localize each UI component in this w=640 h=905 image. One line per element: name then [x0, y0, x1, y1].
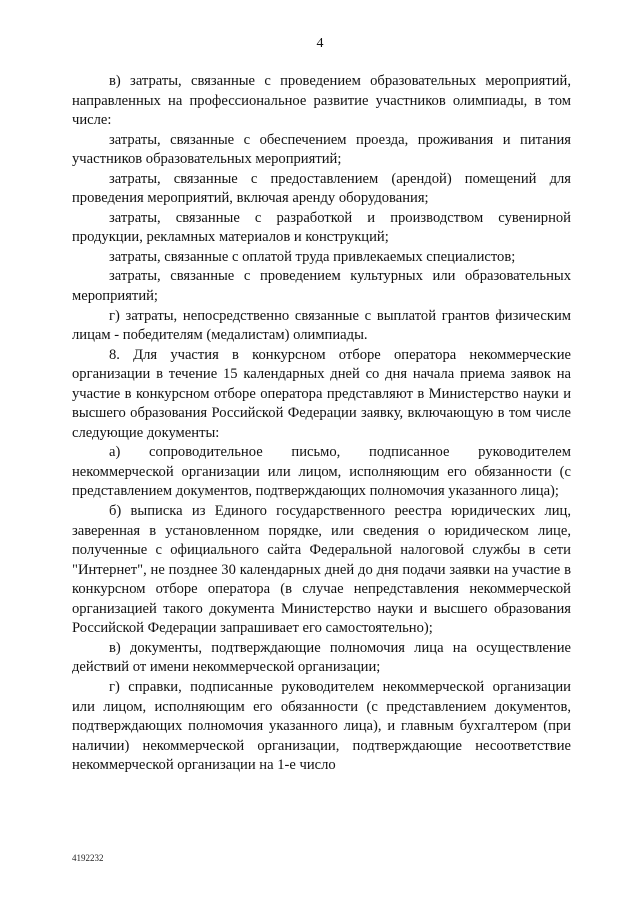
paragraph-b-registry-extract: б) выписка из Единого государственного реестра юридических лиц, заверенная в установленном порядке, или сведения о юридическом лице, полученные с официального сайта Федеральной налоговой службы в сети "Интернет", не позднее 30 календарных дней до дня подачи заявки на участие в конкурсном отборе оператора (в случае непредставления некоммерческой организацией такого документа Министерство науки и высшего образования Российской Федерации запрашивает его самостоятельно); [72, 503, 571, 637]
paragraph-g-grant-payments: г) затраты, непосредственно связанные с выплатой грантов физическим лицам - победителям (медалистам) олимпиады. [72, 307, 571, 344]
paragraph-v-educational-events: в) затраты, связанные с проведением образовательных мероприятий, направленных на профессиональное развитие участников олимпиады, в том числе: [72, 73, 571, 129]
paragraph-v-authority-documents: в) документы, подтверждающие полномочия лица на осуществление действий от имени некоммерческой организации; [72, 639, 571, 676]
page-number: 4 [316, 36, 324, 51]
document-body [72, 72, 571, 776]
paragraph-souvenir-production: затраты, связанные с разработкой и производством сувенирной продукции, рекламных материалов и конструкций; [72, 209, 571, 246]
paragraph-premises-rent: затраты, связанные с предоставлением (арендой) помещений для проведения мероприятий, включая аренду оборудования; [72, 170, 571, 207]
paragraph-specialist-pay: затраты, связанные с оплатой труда привлекаемых специалистов; [109, 248, 516, 265]
paragraph-travel-costs: затраты, связанные с обеспечением проезда, проживания и питания участников образовательных мероприятий; [72, 131, 571, 168]
paragraph-g-certificates: г) справки, подписанные руководителем некоммерческой организации или лицом, исполняющим его обязанности (с представлением документов, подтверждающих полномочия указанного лица), и главным бухгалтером (при наличии) некоммерческой организации, подтверждающие несоответствие некоммерческой организации на 1-е число [72, 678, 571, 774]
paragraph-a-cover-letter: а) сопроводительное письмо, подписанное руководителем некоммерческой организации или лицом, исполняющим его обязанности (с представлением документов, подтверждающих полномочия указанного лица); [72, 444, 571, 500]
paragraph-8-application: 8. Для участия в конкурсном отборе оператора некоммерческие организации в течение 15 календарных дней со дня начала приема заявок на участие в конкурсном отборе оператора представляют в Министерство науки и высшего образования Российской Федерации заявку, включающую в том числе следующие документы: [72, 346, 571, 441]
paragraph-cultural-events: затраты, связанные с проведением культурных или образовательных мероприятий; [72, 268, 571, 305]
document-code: 4192232 [72, 853, 104, 863]
